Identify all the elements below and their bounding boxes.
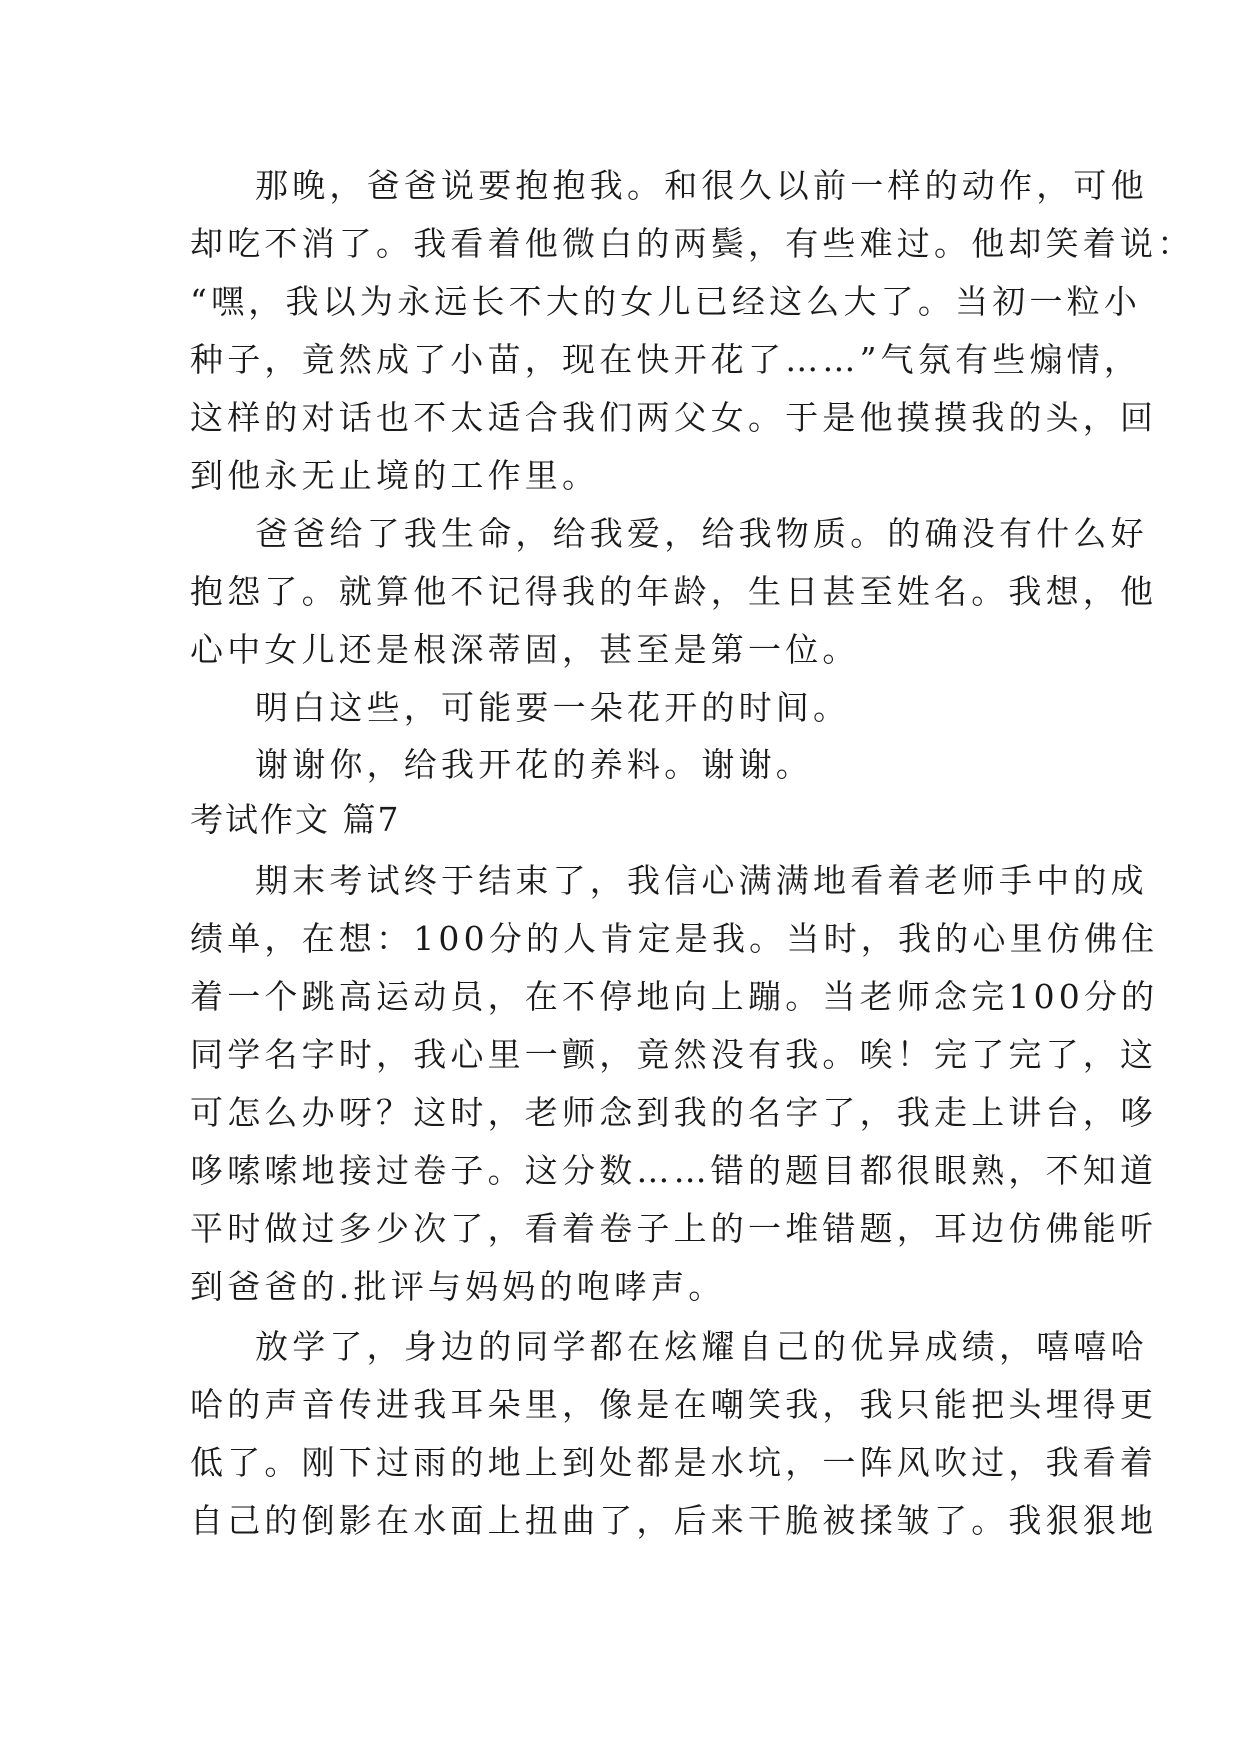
paragraph-2-line-2: 抱怨了。就算他不记得我的年龄，生日甚至姓名。我想，他 bbox=[190, 572, 1158, 611]
paragraph-5-line-8: 到爸爸的.批评与妈妈的咆哮声。 bbox=[190, 1267, 726, 1306]
paragraph-1-line-5: 这样的对话也不太适合我们两父女。于是他摸摸我的头，回 bbox=[190, 398, 1158, 437]
paragraph-1-line-6: 到他永无止境的工作里。 bbox=[190, 456, 600, 495]
paragraph-1-line-3: “嘿，我以为永远长不大的女儿已经这么大了。当初一粒小 bbox=[190, 282, 1142, 321]
paragraph-4-line-1: 谢谢你，给我开花的养料。谢谢。 bbox=[255, 745, 813, 784]
paragraph-5-line-7: 平时做过多少次了，看着卷子上的一堆错题，耳边仿佛能听 bbox=[190, 1209, 1158, 1248]
section-heading: 考试作文 篇7 bbox=[190, 800, 401, 839]
paragraph-2-line-3: 心中女儿还是根深蒂固，甚至是第一位。 bbox=[190, 630, 860, 669]
paragraph-6-line-2: 哈的声音传进我耳朵里，像是在嘲笑我，我只能把头埋得更 bbox=[190, 1385, 1158, 1424]
paragraph-3-line-1: 明白这些，可能要一朵花开的时间。 bbox=[255, 688, 851, 727]
paragraph-1-line-2: 却吃不消了。我看着他微白的两鬓，有些难过。他却笑着说： bbox=[190, 224, 1195, 263]
paragraph-5-line-5: 可怎么办呀？这时，老师念到我的名字了，我走上讲台，哆 bbox=[190, 1093, 1158, 1132]
paragraph-5-line-1: 期末考试终于结束了，我信心满满地看着老师手中的成 bbox=[255, 861, 1148, 900]
paragraph-1-line-4: 种子，竟然成了小苗，现在快开花了……”气氛有些煽情， bbox=[190, 340, 1142, 379]
paragraph-6-line-4: 自己的倒影在水面上扭曲了，后来干脆被揉皱了。我狠狠地 bbox=[190, 1501, 1158, 1540]
paragraph-2-line-1: 爸爸给了我生命，给我爱，给我物质。的确没有什么好 bbox=[255, 514, 1148, 553]
paragraph-5-line-3: 着一个跳高运动员，在不停地向上蹦。当老师念完100分的 bbox=[190, 977, 1159, 1016]
paragraph-6-line-1: 放学了，身边的同学都在炫耀自己的优异成绩，嘻嘻哈 bbox=[255, 1327, 1148, 1366]
paragraph-6-line-3: 低了。刚下过雨的地上到处都是水坑，一阵风吹过，我看着 bbox=[190, 1443, 1158, 1482]
paragraph-1-line-1: 那晚，爸爸说要抱抱我。和很久以前一样的动作，可他 bbox=[255, 166, 1148, 205]
paragraph-5-line-4: 同学名字时，我心里一颤，竟然没有我。唉！完了完了，这 bbox=[190, 1035, 1158, 1074]
paragraph-5-line-2: 绩单，在想：100分的人肯定是我。当时，我的心里仿佛住 bbox=[190, 919, 1159, 958]
paragraph-5-line-6: 哆嗦嗦地接过卷子。这分数……错的题目都很眼熟，不知道 bbox=[190, 1151, 1158, 1190]
